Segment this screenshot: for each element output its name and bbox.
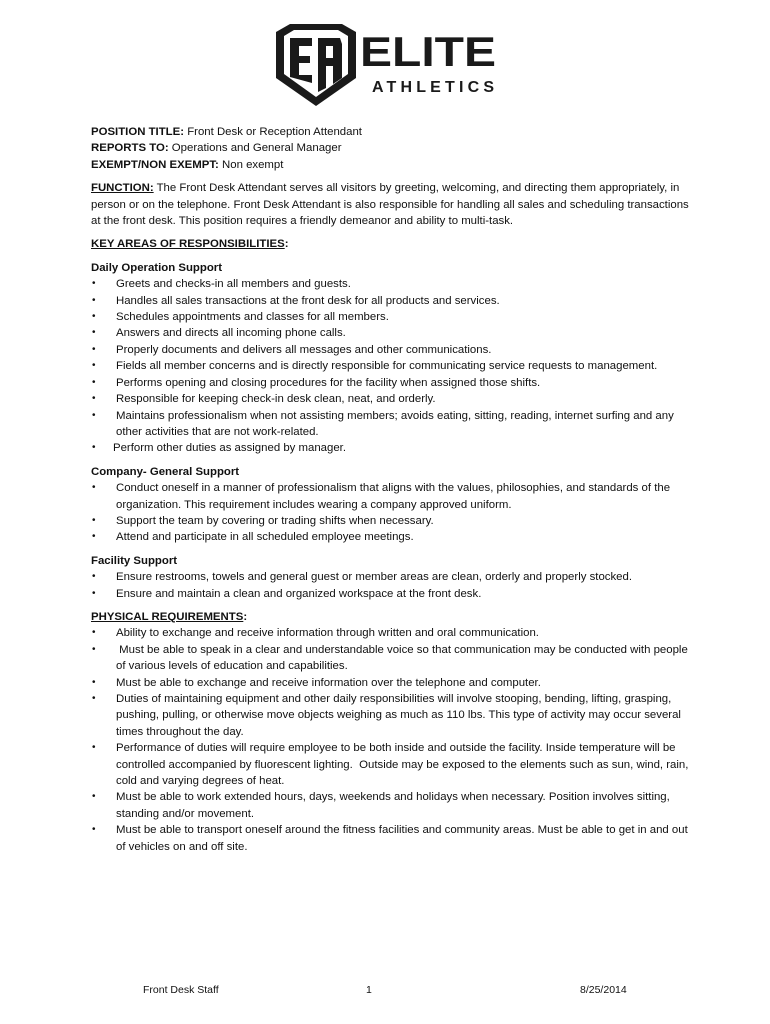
footer-date: 8/25/2014 xyxy=(580,984,627,996)
bullet-icon: • xyxy=(92,442,96,454)
key-areas-title: KEY AREAS OF RESPONSIBILITIES: xyxy=(91,238,289,251)
physical-requirements-title: PHYSICAL REQUIREMENTS: xyxy=(91,610,248,623)
bullet-icon: • xyxy=(92,791,96,803)
exempt-line xyxy=(91,157,691,173)
bullet-icon: • xyxy=(92,278,96,290)
bullet-icon: • xyxy=(92,409,96,421)
meta-value: Non exempt xyxy=(218,158,284,171)
list-item: • Responsible for keeping check-in desk clean, neat, and orderly. xyxy=(91,391,691,407)
bullet-icon: • xyxy=(92,693,96,704)
meta-value: Operations and General Manager xyxy=(168,142,342,155)
list-item: • Attend and participate in all scheduled employee meetings. xyxy=(91,529,691,545)
section-heading: Facility Support xyxy=(91,554,178,567)
reports-to-line xyxy=(91,140,691,156)
bullet-icon: • xyxy=(92,824,96,836)
list-item: • Ability to exchange and receive information through written and oral communication. xyxy=(91,625,691,641)
bullet-icon: • xyxy=(92,376,96,388)
footer-left: Front Desk Staff xyxy=(143,984,219,996)
list-item: • Must be able to exchange and receive information over the telephone and computer. xyxy=(91,675,691,691)
meta-label: REPORTS TO: xyxy=(91,142,169,155)
meta-label: EXEMPT/NON EXEMPT: xyxy=(91,158,219,171)
list-item: • Handles all sales transactions at the front desk for all products and services. xyxy=(91,293,691,309)
logo-word: ELITE xyxy=(360,28,496,75)
section-heading: Company- General Support xyxy=(91,465,240,478)
list-item: • Greets and checks-in all members and guests. xyxy=(91,276,691,292)
facility-support-list xyxy=(91,569,691,602)
function-text: The Front Desk Attendant serves all visitors by greeting, welcoming, and directing them appropriately, in person or on the telephone. Front Desk Attendant is also responsible for handling all sales and scheduling transactions at the front desk. This position requires a friendly demeanor and ability to multi-task. xyxy=(91,182,689,228)
meta-label: POSITION TITLE: xyxy=(91,126,185,138)
function-paragraph xyxy=(91,180,691,229)
bullet-icon: • xyxy=(92,294,96,306)
list-item: • Support the team by covering or trading shifts when necessary. xyxy=(91,513,691,529)
bullet-icon: • xyxy=(92,343,96,355)
list-item: • Properly documents and delivers all messages and other communications. xyxy=(91,342,691,358)
elite-athletics-logo xyxy=(272,22,502,108)
bullet-icon: • xyxy=(92,482,96,494)
bullet-icon: • xyxy=(92,627,96,639)
list-item: • Answers and directs all incoming phone calls. xyxy=(91,325,691,341)
list-item: • Perform other duties as assigned by manager. xyxy=(91,440,691,456)
section-heading: Daily Operation Support xyxy=(91,261,223,274)
logo-sub: ATHLETICS xyxy=(372,79,494,96)
daily-operation-list xyxy=(91,276,691,456)
list-item: • Ensure and maintain a clean and organized workspace at the front desk. xyxy=(91,586,691,602)
position-title-line xyxy=(91,124,691,140)
physical-requirements-list xyxy=(91,625,691,855)
footer-page-number: 1 xyxy=(366,984,372,996)
list-item: • Duties of maintaining equipment and other daily responsibilities will involve stooping, bending, lifting, grasping, pushing, pulling, or otherwise move objects weighing as much as 110 lbs. This type of activity may occur several times throughout the day. xyxy=(92,693,681,738)
list-item: • Fields all member concerns and is directly responsible for communicating service requests to management. xyxy=(91,358,691,374)
bullet-icon: • xyxy=(92,571,96,583)
list-item: • Must be able to transport oneself around the fitness facilities and community areas. Must be able to get in and out of vehicles on and off site. xyxy=(92,824,688,853)
list-item: • Schedules appointments and classes for all members. xyxy=(91,309,691,325)
list-item: • Must be able to speak in a clear and understandable voice so that communication may be conducted with people of various levels of education and capabilities. xyxy=(92,643,691,673)
list-item: • Ensure restrooms, towels and general guest or member areas are clean, orderly and properly stocked. xyxy=(91,569,691,585)
bullet-icon: • xyxy=(92,514,96,526)
list-item: • Performs opening and closing procedures for the facility when assigned those shifts. xyxy=(91,375,691,391)
bullet-icon: • xyxy=(92,393,96,405)
bullet-icon: • xyxy=(92,327,96,339)
bullet-icon: • xyxy=(92,531,96,543)
company-support-list xyxy=(91,480,691,546)
position-meta xyxy=(91,124,691,173)
bullet-icon: • xyxy=(92,311,96,323)
list-item: • Must be able to work extended hours, days, weekends and holidays when necessary. Position involves sitting, standing and/or movement. xyxy=(92,791,670,820)
bullet-icon: • xyxy=(92,360,96,372)
document-body xyxy=(91,124,691,855)
bullet-icon: • xyxy=(92,587,96,599)
function-label: FUNCTION: xyxy=(91,182,154,195)
meta-value: Front Desk or Reception Attendant xyxy=(184,126,362,138)
bullet-icon: • xyxy=(92,643,96,655)
bullet-icon: • xyxy=(92,742,96,754)
list-item: • Conduct oneself in a manner of professionalism that aligns with the values, philosophies, and standards of the organization. This requirement includes wearing a company approved uniform. xyxy=(92,482,671,511)
list-item: • Performance of duties will require employee to be both inside and outside the facility. Inside temperature will be controlled accompanied by fluorescent lighting. Outside may be exposed to the elements such as sun, wind, rain, cold and varying degrees of heat. xyxy=(92,742,692,788)
list-item: • Maintains professionalism when not assisting members; avoids eating, sitting, reading, internet surfing and any other activities that are not work-related. xyxy=(92,409,674,438)
bullet-icon: • xyxy=(92,676,96,688)
